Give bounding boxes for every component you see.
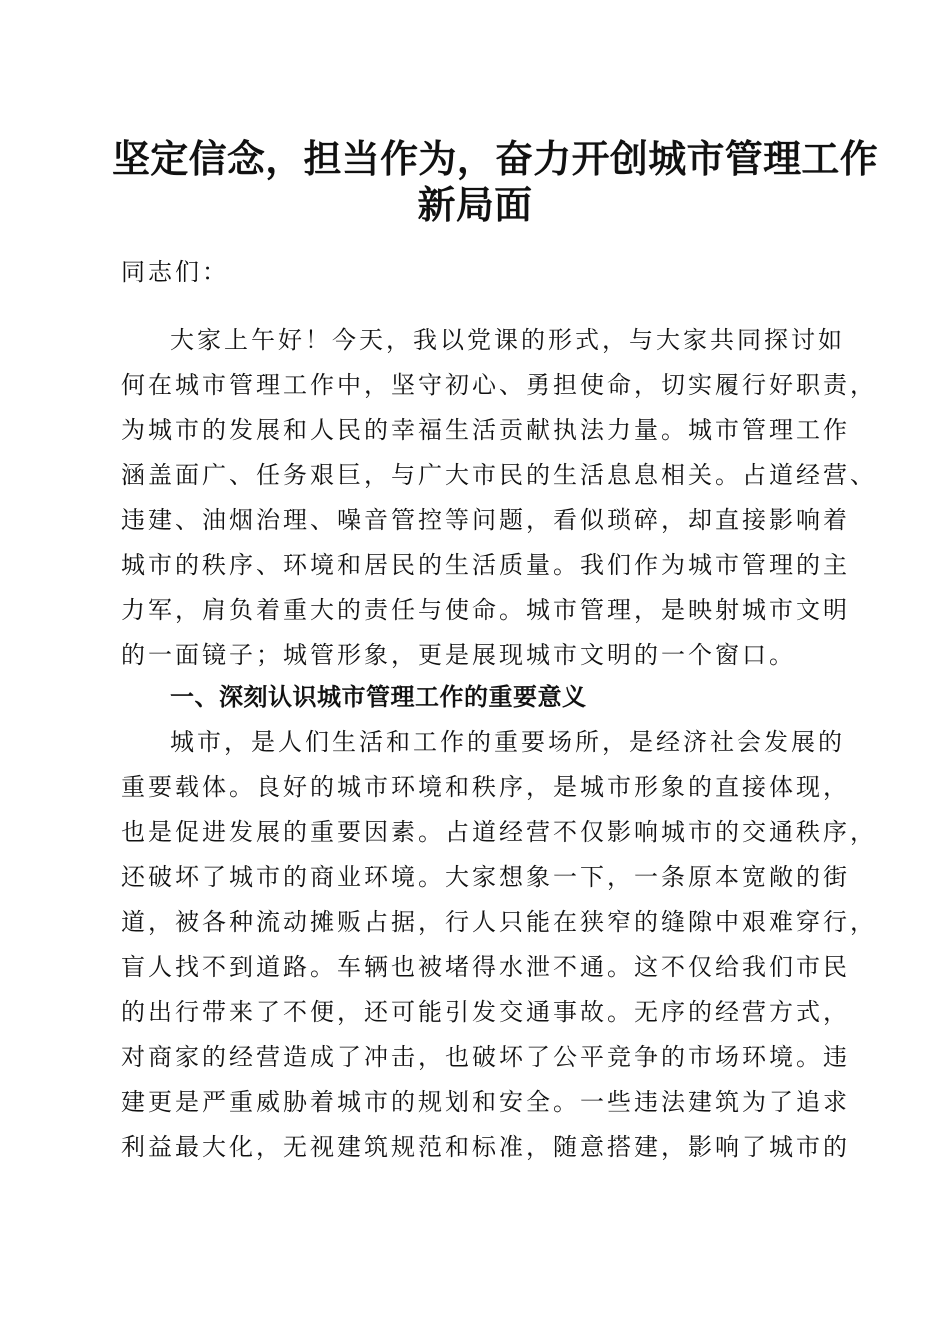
paragraph-line: 的一面镜子；城管形象，更是展现城市文明的一个窗口。 xyxy=(121,641,796,669)
paragraph-line: 何在城市管理工作中，坚守初心、勇担使命，切实履行好职责， xyxy=(121,371,877,399)
paragraph-line: 也是促进发展的重要因素。占道经营不仅影响城市的交通秩序， xyxy=(121,818,877,846)
paragraph-line: 城市，是人们生活和工作的重要场所，是经济社会发展的 xyxy=(170,728,845,756)
paragraph-line: 大家上午好！今天，我以党课的形式，与大家共同探讨如 xyxy=(170,326,845,354)
title-line-1: 坚定信念，担当作为，奋力开创城市管理工作 xyxy=(112,136,879,181)
paragraph-line: 还破坏了城市的商业环境。大家想象一下，一条原本宽敞的街 xyxy=(121,863,850,891)
paragraph-line: 为城市的发展和人民的幸福生活贡献执法力量。城市管理工作 xyxy=(121,416,850,444)
document-title xyxy=(112,136,879,228)
paragraph-line: 建更是严重威胁着城市的规划和安全。一些违法建筑为了追求 xyxy=(121,1088,850,1116)
paragraph-line: 盲人找不到道路。车辆也被堵得水泄不通。这不仅给我们市民 xyxy=(121,953,850,981)
paragraph-intro xyxy=(121,318,877,678)
salutation: 同志们： xyxy=(121,258,229,286)
paragraph-line: 重要载体。良好的城市环境和秩序，是城市形象的直接体现， xyxy=(121,773,850,801)
paragraph-line: 利益最大化，无视建筑规范和标准，随意搭建，影响了城市的 xyxy=(121,1133,850,1161)
title-line-2: 新局面 xyxy=(417,182,533,227)
paragraph-line: 城市的秩序、环境和居民的生活质量。我们作为城市管理的主 xyxy=(121,551,850,579)
paragraph-line: 涵盖面广、任务艰巨，与广大市民的生活息息相关。占道经营、 xyxy=(121,461,877,489)
paragraph-line: 对商家的经营造成了冲击，也破坏了公平竞争的市场环境。违 xyxy=(121,1043,850,1071)
paragraph-line: 违建、油烟治理、噪音管控等问题，看似琐碎，却直接影响着 xyxy=(121,506,850,534)
paragraph-line: 道，被各种流动摊贩占据，行人只能在狭窄的缝隙中艰难穿行， xyxy=(121,908,877,936)
paragraph-line: 力军，肩负着重大的责任与使命。城市管理，是映射城市文明 xyxy=(121,596,850,624)
section-heading-1: 一、深刻认识城市管理工作的重要意义 xyxy=(170,683,587,711)
paragraph-section-1 xyxy=(121,720,877,1170)
paragraph-line: 的出行带来了不便，还可能引发交通事故。无序的经营方式， xyxy=(121,998,850,1026)
